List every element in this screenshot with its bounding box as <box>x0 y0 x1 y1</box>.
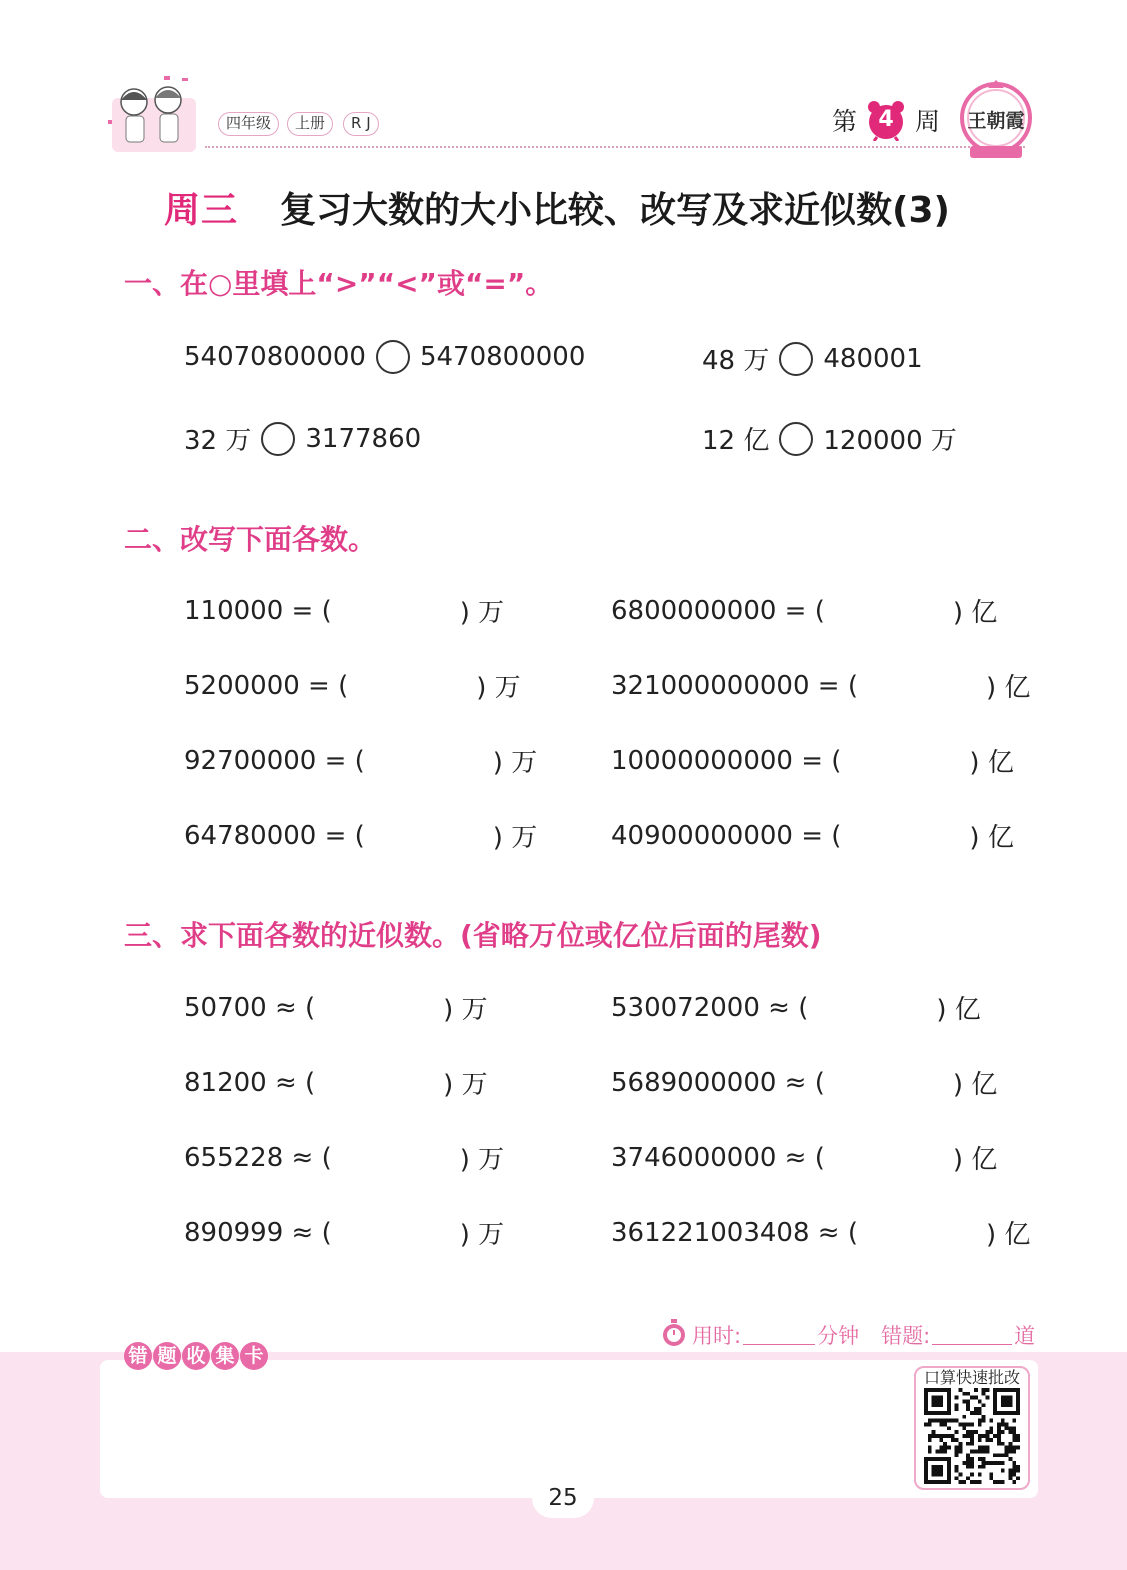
card-title-char: 错 <box>124 1342 152 1370</box>
approx-item <box>184 1214 504 1251</box>
card-title-char: 卡 <box>240 1342 268 1370</box>
grade-pill: 四年级 <box>218 112 279 136</box>
rewrite-item <box>611 667 1030 704</box>
header-divider <box>205 146 1025 148</box>
rewrite-expression: 40900000000 = ( <box>611 820 842 851</box>
approx-unit: ) 万 <box>459 1145 505 1175</box>
rewrite-item <box>611 592 997 629</box>
kids-illustration <box>104 70 204 156</box>
page-number: 25 <box>532 1478 594 1518</box>
rewrite-item <box>184 817 537 854</box>
rewrite-expression: 321000000000 = ( <box>611 670 858 701</box>
approx-expression: 890999 ≈ ( <box>184 1217 332 1248</box>
approx-item <box>611 1064 997 1101</box>
compare-left: 54070800000 <box>184 342 366 372</box>
compare-right: 5470800000 <box>419 342 586 372</box>
compare-item-3 <box>184 420 421 457</box>
errors-blank[interactable] <box>932 1344 1012 1345</box>
approx-unit: ) 万 <box>443 1070 488 1100</box>
edition-pill: R J <box>343 112 379 136</box>
alarm-clock-icon <box>865 99 907 141</box>
errors-unit: 道 <box>1014 1324 1036 1348</box>
approx-expression: 530072000 ≈ ( <box>611 992 809 1023</box>
rewrite-unit: ) 亿 <box>985 673 1031 703</box>
rewrite-unit: ) 万 <box>492 823 538 853</box>
compare-left: 48 万 <box>702 346 770 376</box>
page-title: 复习大数的大小比较、改写及求近似数(3) <box>280 190 950 231</box>
rewrite-expression: 92700000 = ( <box>184 745 365 776</box>
rewrite-item <box>611 817 1014 854</box>
approx-expression: 5689000000 ≈ ( <box>611 1067 825 1098</box>
qr-code-icon[interactable] <box>924 1388 1020 1484</box>
compare-answer-circle[interactable] <box>261 422 295 456</box>
brand-logo <box>958 78 1034 162</box>
stopwatch-icon <box>660 1318 688 1348</box>
week-prefix: 第 <box>832 107 858 136</box>
rewrite-item <box>184 667 521 704</box>
qr-label: 口算快速批改 <box>923 1368 1020 1387</box>
compare-right: 3177860 <box>305 423 422 454</box>
card-title-char: 题 <box>153 1342 181 1370</box>
rewrite-item <box>611 742 1014 779</box>
section-3-heading: 三、求下面各数的近似数。(省略万位或亿位后面的尾数) <box>124 919 822 952</box>
approx-expression: 50700 ≈ ( <box>184 992 316 1023</box>
rewrite-expression: 110000 = ( <box>184 595 332 626</box>
approx-item <box>184 1064 488 1101</box>
compare-item-1 <box>184 340 585 374</box>
approx-unit: ) 亿 <box>952 1070 998 1100</box>
rewrite-item <box>184 592 504 629</box>
approx-item <box>611 989 981 1026</box>
card-title-char: 集 <box>211 1342 239 1370</box>
approx-unit: ) 亿 <box>936 995 981 1025</box>
compare-right: 480001 <box>823 343 923 374</box>
volume-pill: 上册 <box>287 112 333 136</box>
card-title-char: 收 <box>182 1342 210 1370</box>
approx-expression: 655228 ≈ ( <box>184 1142 332 1173</box>
rewrite-unit: ) 万 <box>459 598 505 628</box>
approx-item <box>611 1139 997 1176</box>
week-suffix: 周 <box>915 107 941 136</box>
approx-unit: ) 万 <box>443 995 488 1025</box>
rewrite-unit: ) 亿 <box>952 598 998 628</box>
rewrite-expression: 64780000 = ( <box>184 820 365 851</box>
time-blank[interactable] <box>743 1344 815 1345</box>
rewrite-expression: 5200000 = ( <box>184 670 349 701</box>
approx-expression: 3746000000 ≈ ( <box>611 1142 825 1173</box>
week-number: 4 <box>878 107 894 132</box>
rewrite-expression: 10000000000 = ( <box>611 745 842 776</box>
rewrite-unit: ) 万 <box>492 748 538 778</box>
approx-expression: 361221003408 ≈ ( <box>611 1217 858 1248</box>
rewrite-item <box>184 742 537 779</box>
time-unit: 分钟 <box>817 1324 860 1348</box>
approx-item <box>184 1139 504 1176</box>
brand-text: 王朝霞 <box>967 110 1025 132</box>
rewrite-unit: ) 亿 <box>969 748 1014 778</box>
week-indicator <box>832 98 940 142</box>
section-1-heading: 一、在○里填上“>”“<”或“=”。 <box>124 267 554 300</box>
errors-label: 错题: <box>881 1324 931 1348</box>
compare-item-4 <box>702 420 957 457</box>
compare-right: 120000 万 <box>823 426 957 456</box>
approx-unit: ) 万 <box>459 1220 505 1250</box>
rewrite-unit: ) 万 <box>476 673 521 703</box>
approx-item <box>184 989 488 1026</box>
approx-unit: ) 亿 <box>952 1145 998 1175</box>
error-card-title <box>124 1342 268 1370</box>
section-2-heading: 二、改写下面各数。 <box>124 523 377 556</box>
time-and-errors-record <box>660 1316 1035 1350</box>
compare-answer-circle[interactable] <box>376 340 410 374</box>
time-label: 用时: <box>692 1324 742 1348</box>
compare-left: 12 亿 <box>702 426 770 456</box>
title-day: 周三 <box>164 190 239 231</box>
approx-item <box>611 1214 1030 1251</box>
compare-item-2 <box>702 340 923 377</box>
compare-left: 32 万 <box>184 426 252 456</box>
compare-answer-circle[interactable] <box>779 342 813 376</box>
rewrite-expression: 6800000000 = ( <box>611 595 825 626</box>
rewrite-unit: ) 亿 <box>969 823 1014 853</box>
approx-unit: ) 亿 <box>985 1220 1031 1250</box>
compare-answer-circle[interactable] <box>779 422 813 456</box>
approx-expression: 81200 ≈ ( <box>184 1067 316 1098</box>
